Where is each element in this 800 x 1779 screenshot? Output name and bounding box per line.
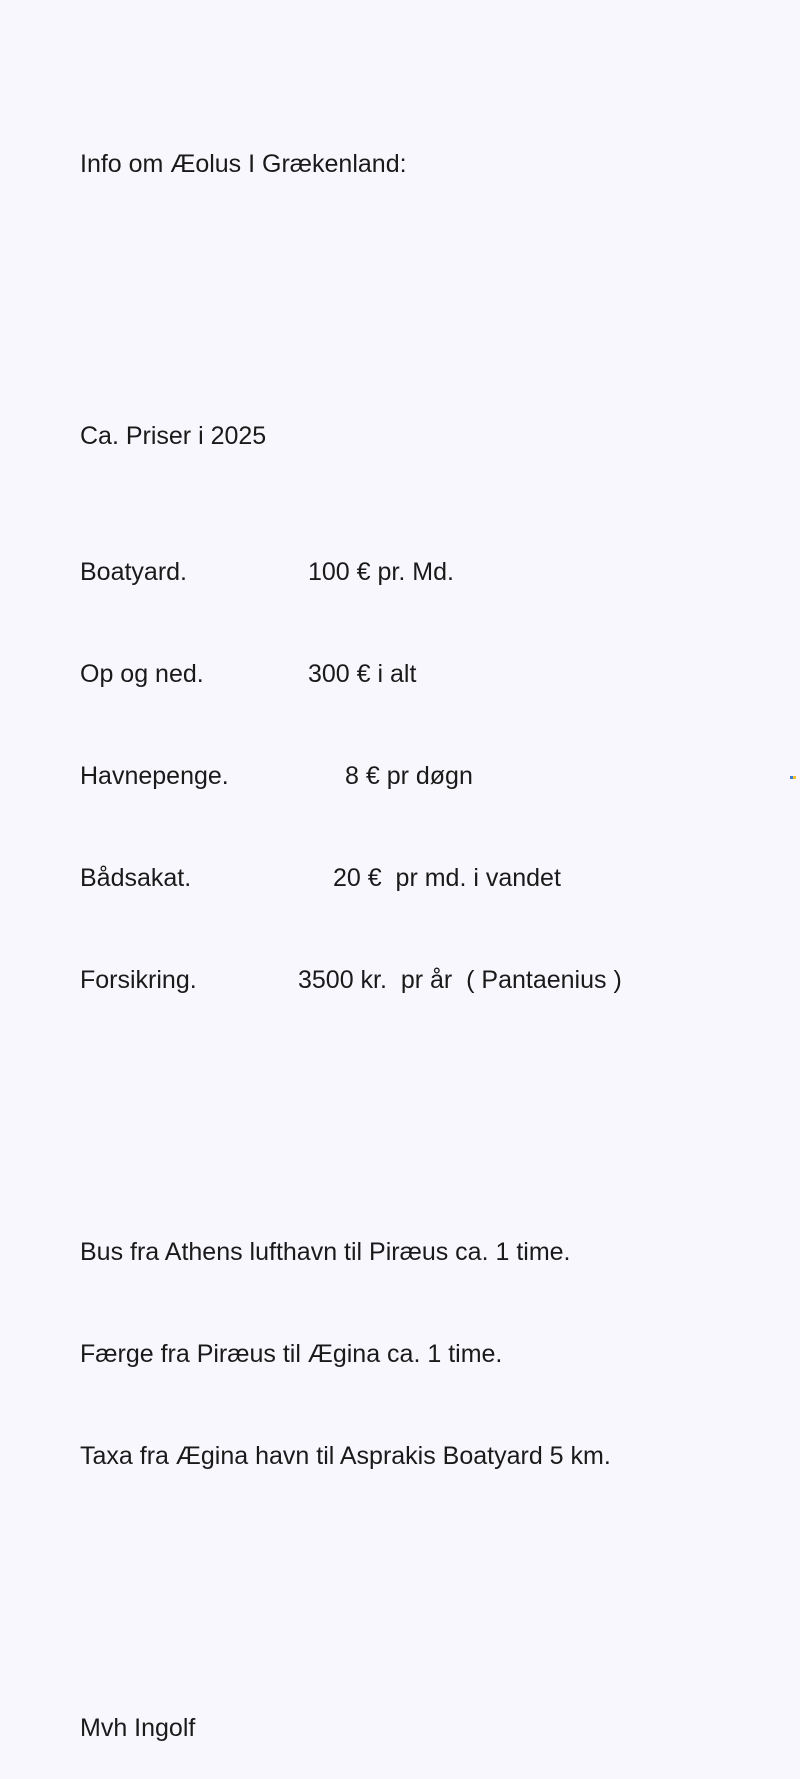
price-label: Forsikring. [80, 966, 197, 994]
prices-title: Ca. Priser i 2025 [80, 422, 267, 450]
price-value: 100 € pr. Md. [308, 558, 454, 586]
price-row-boatyard [80, 555, 611, 589]
price-row-forsikring [80, 963, 622, 997]
price-row-havnepenge [80, 759, 611, 793]
travel-line: Bus fra Athens lufthavn til Piræus ca. 1 time. [80, 1238, 571, 1266]
travel-line: Taxa fra Ægina havn til Asprakis Boatyard 5 km. [80, 1442, 611, 1470]
price-value: 8 € pr døgn [345, 762, 473, 790]
price-value: 20 € pr md. i vandet [333, 864, 561, 892]
document-body [80, 79, 622, 1779]
price-label: Op og ned. [80, 660, 204, 688]
price-value: 300 € i alt [308, 660, 417, 688]
document-heading: Info om Æolus I Grækenland: [80, 150, 407, 178]
travel-line: Færge fra Piræus til Ægina ca. 1 time. [80, 1340, 503, 1368]
signature: Mvh Ingolf [80, 1714, 196, 1742]
price-row-op-og-ned [80, 657, 611, 691]
price-value: 3500 kr. pr år ( Pantaenius ) [298, 966, 622, 994]
price-label: Havnepenge. [80, 762, 229, 790]
corner-mark [790, 776, 796, 779]
price-label: Bådsakat. [80, 864, 192, 892]
price-row-badsakat [80, 861, 611, 895]
price-label: Boatyard. [80, 558, 188, 586]
